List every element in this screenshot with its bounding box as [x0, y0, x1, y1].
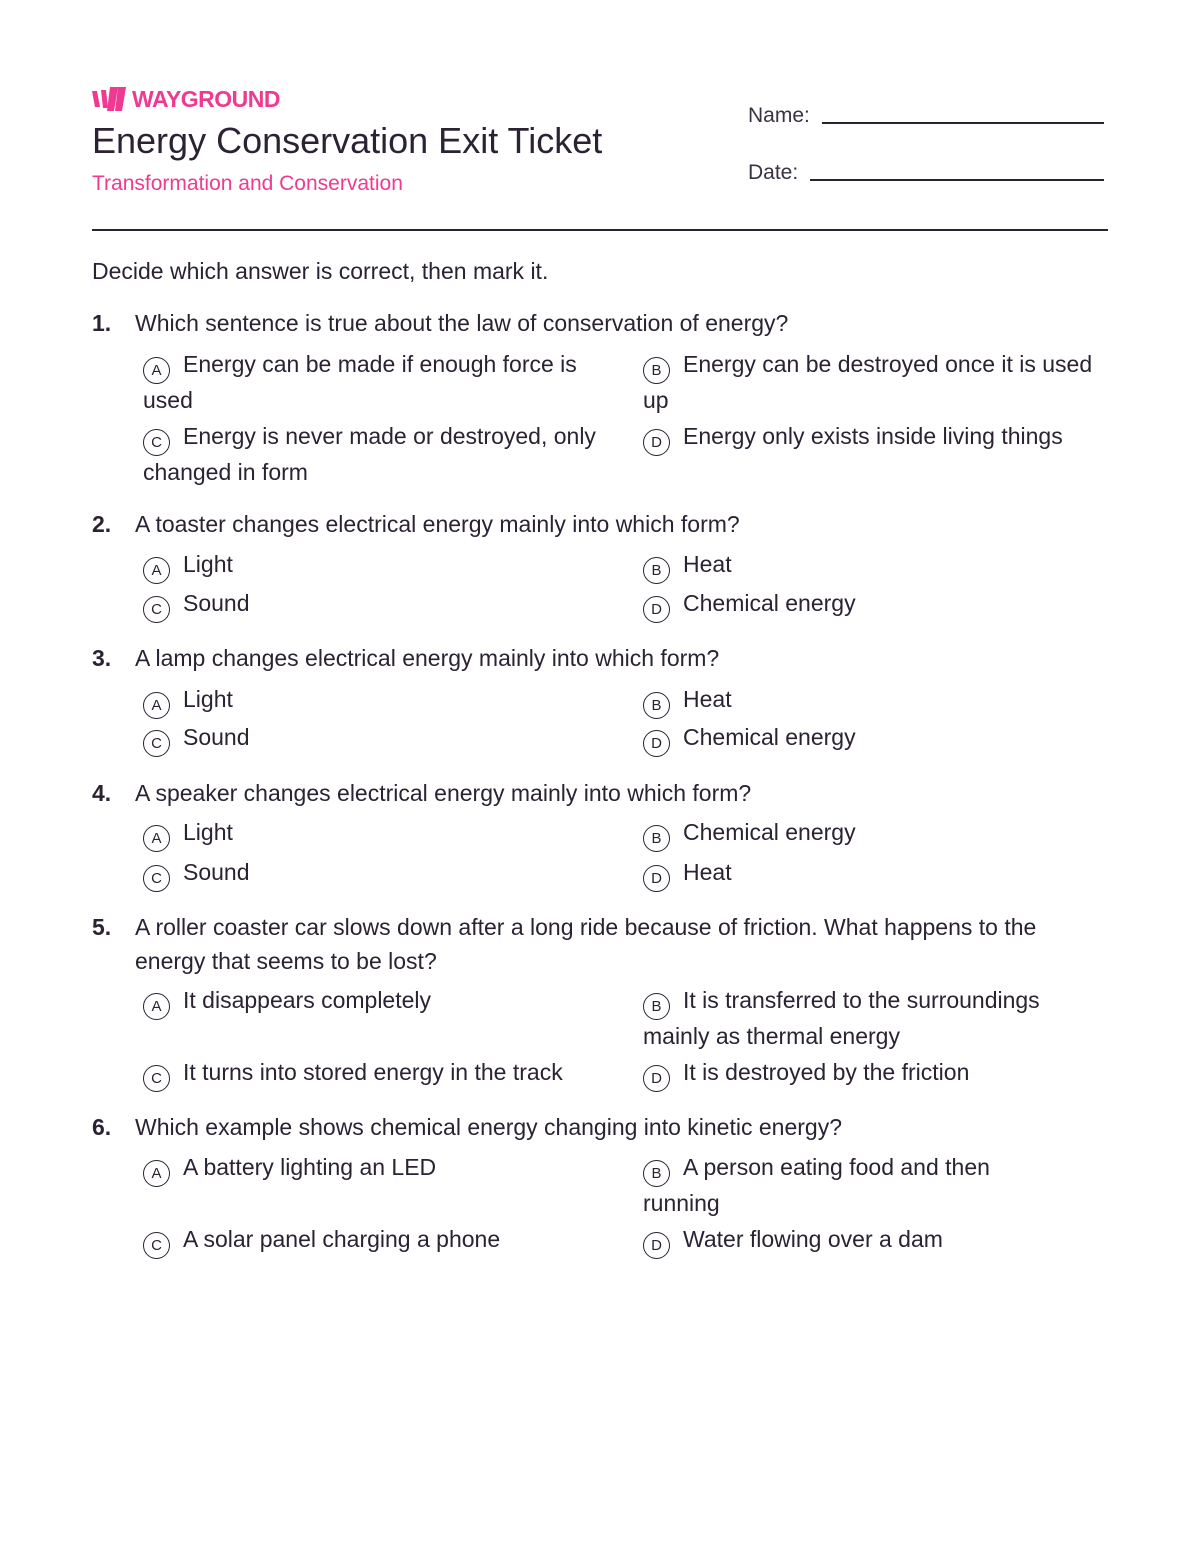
option-text: A person eating food and then running [643, 1154, 990, 1216]
question-text: A toaster changes electrical energy mainly into which form? [135, 511, 740, 537]
option-text: Chemical energy [683, 724, 856, 750]
q4-option-a[interactable] [143, 816, 613, 852]
brand-logo [92, 86, 280, 112]
option-text: Light [183, 819, 233, 845]
question-3 [92, 641, 1108, 675]
name-label: Name: [748, 104, 810, 127]
option-text: Sound [183, 590, 250, 616]
answer-bubble[interactable]: A [143, 357, 170, 384]
option-text: Sound [183, 859, 250, 885]
answer-bubble[interactable]: D [643, 1232, 670, 1259]
option-text: Chemical energy [683, 819, 856, 845]
date-label: Date: [748, 161, 799, 184]
option-text: Heat [683, 551, 732, 577]
answer-bubble[interactable]: C [143, 1065, 170, 1092]
q2-option-d[interactable] [643, 587, 1093, 623]
answer-bubble[interactable]: D [643, 596, 670, 623]
q2-option-b[interactable] [643, 548, 1093, 584]
answer-bubble[interactable]: B [643, 557, 670, 584]
question-text: Which sentence is true about the law of conservation of energy? [135, 310, 789, 336]
answer-bubble[interactable]: B [643, 1160, 670, 1187]
q5-option-c[interactable] [143, 1056, 623, 1092]
answer-bubble[interactable]: A [143, 557, 170, 584]
option-text: A battery lighting an LED [183, 1154, 437, 1180]
option-text: Light [183, 551, 233, 577]
name-line[interactable] [822, 122, 1104, 124]
q1-option-c[interactable] [143, 420, 613, 489]
answer-bubble[interactable]: C [143, 730, 170, 757]
answer-bubble[interactable]: A [143, 692, 170, 719]
answer-bubble[interactable]: A [143, 825, 170, 852]
question-number: 5. [92, 914, 112, 940]
option-text: Water flowing over a dam [683, 1226, 943, 1252]
answer-bubble[interactable]: A [143, 993, 170, 1020]
question-text: A speaker changes electrical energy mainly into which form? [135, 780, 752, 806]
q6-option-a[interactable] [143, 1151, 613, 1187]
question-number: 2. [92, 511, 112, 537]
answer-bubble[interactable]: C [143, 1232, 170, 1259]
page-subtitle: Transformation and Conservation [92, 172, 403, 195]
answer-bubble[interactable]: B [643, 692, 670, 719]
option-text: A solar panel charging a phone [183, 1226, 501, 1252]
answer-bubble[interactable]: B [643, 825, 670, 852]
q3-option-c[interactable] [143, 721, 613, 757]
q5-option-d[interactable] [643, 1056, 1093, 1092]
option-text: It turns into stored energy in the track [183, 1059, 563, 1085]
option-text: Sound [183, 724, 250, 750]
question-number: 1. [92, 310, 112, 336]
q2-option-c[interactable] [143, 587, 613, 623]
answer-bubble[interactable]: D [643, 730, 670, 757]
question-2 [92, 507, 1108, 541]
q6-option-c[interactable] [143, 1223, 613, 1259]
q3-option-a[interactable] [143, 683, 613, 719]
option-text: Light [183, 686, 233, 712]
option-text: Energy only exists inside living things [683, 423, 1063, 449]
question-number: 4. [92, 780, 112, 806]
wayground-logo-icon [92, 87, 126, 111]
answer-bubble[interactable]: B [643, 993, 670, 1020]
answer-bubble[interactable]: A [143, 1160, 170, 1187]
answer-bubble[interactable]: C [143, 865, 170, 892]
date-field[interactable] [748, 161, 1104, 185]
question-1 [92, 306, 1108, 340]
name-field[interactable] [748, 104, 1104, 128]
option-text: It is transferred to the surroundings mainly as thermal energy [643, 987, 1040, 1049]
page-title: Energy Conservation Exit Ticket [92, 120, 603, 161]
brand-name: WAYGROUND [132, 86, 280, 112]
q3-option-d[interactable] [643, 721, 1093, 757]
answer-bubble[interactable]: D [643, 1065, 670, 1092]
answer-bubble[interactable]: D [643, 865, 670, 892]
option-text: Heat [683, 686, 732, 712]
q1-option-a[interactable] [143, 348, 613, 417]
q4-option-b[interactable] [643, 816, 1093, 852]
q5-option-b[interactable] [643, 984, 1093, 1053]
q1-option-d[interactable] [643, 420, 1108, 456]
question-text: Which example shows chemical energy changing into kinetic energy? [135, 1114, 842, 1140]
question-4 [92, 776, 1108, 810]
question-number: 6. [92, 1114, 112, 1140]
q1-option-b[interactable] [643, 348, 1093, 417]
answer-bubble[interactable]: D [643, 429, 670, 456]
q6-option-b[interactable] [643, 1151, 1063, 1220]
header-divider [92, 229, 1108, 231]
question-text: A roller coaster car slows down after a long ride because of friction. What happens to the energy that seems to be lost? [135, 914, 1037, 974]
option-text: It is destroyed by the friction [683, 1059, 970, 1085]
q6-option-d[interactable] [643, 1223, 1093, 1259]
question-5 [92, 910, 1108, 978]
date-line[interactable] [810, 179, 1104, 181]
q3-option-b[interactable] [643, 683, 1093, 719]
option-text: Heat [683, 859, 732, 885]
question-text: A lamp changes electrical energy mainly into which form? [135, 645, 720, 671]
instructions: Decide which answer is correct, then mark it. [92, 258, 549, 284]
option-text: Energy can be destroyed once it is used up [643, 351, 1093, 413]
answer-bubble[interactable]: C [143, 596, 170, 623]
q4-option-c[interactable] [143, 856, 613, 892]
answer-bubble[interactable]: C [143, 429, 170, 456]
q4-option-d[interactable] [643, 856, 1093, 892]
option-text: Chemical energy [683, 590, 856, 616]
option-text: It disappears completely [183, 987, 432, 1013]
option-text: Energy can be made if enough force is used [143, 351, 577, 413]
q2-option-a[interactable] [143, 548, 613, 584]
q5-option-a[interactable] [143, 984, 613, 1020]
question-6 [92, 1110, 1108, 1144]
answer-bubble[interactable]: B [643, 357, 670, 384]
option-text: Energy is never made or destroyed, only changed in form [143, 423, 596, 485]
question-number: 3. [92, 645, 112, 671]
